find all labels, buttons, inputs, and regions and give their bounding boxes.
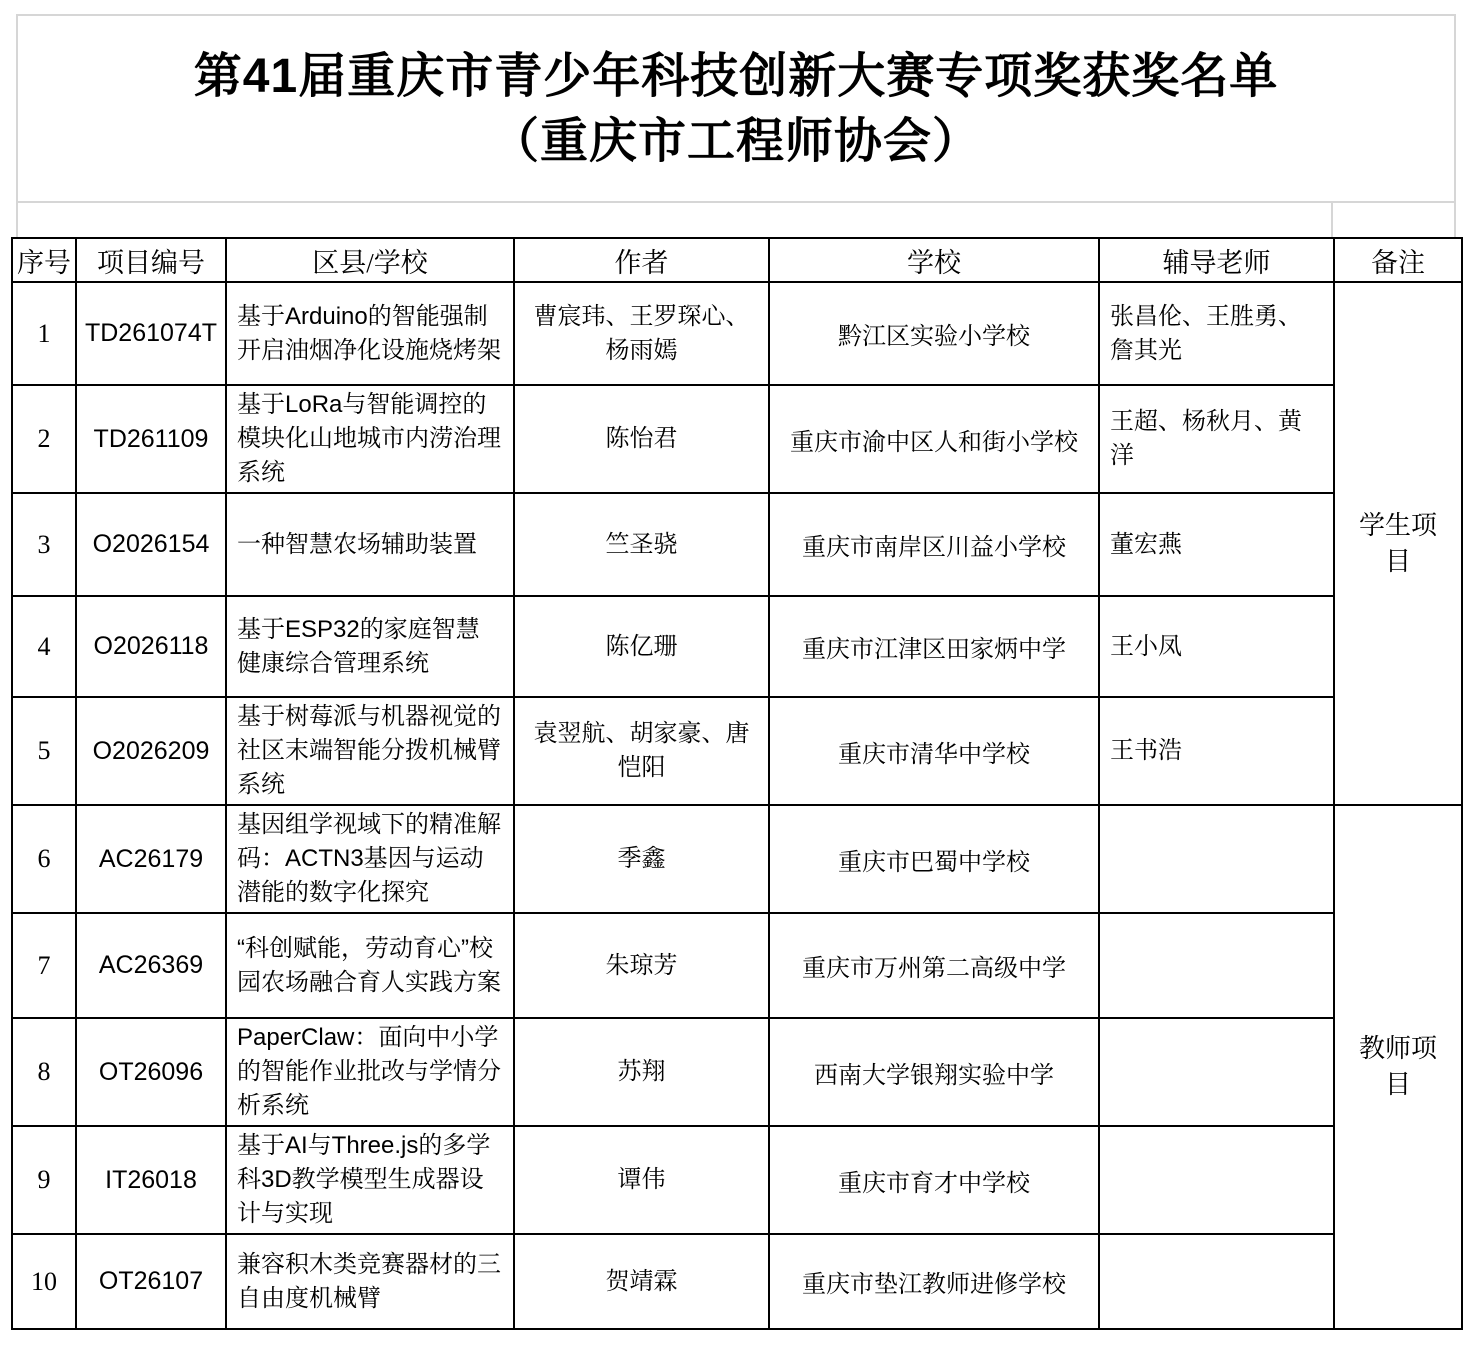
header-district: 区县/学校: [226, 238, 514, 282]
cell-authors: 贺靖霖: [514, 1234, 769, 1329]
cell-teachers: [1099, 1018, 1334, 1126]
cell-teachers: [1099, 1234, 1334, 1329]
cell-school: 重庆市垫江教师进修学校: [769, 1234, 1099, 1329]
cell-code: TD261109: [76, 385, 226, 493]
table-row: [12, 697, 1462, 805]
cell-code: OT26107: [76, 1234, 226, 1329]
cell-teachers: 王书浩: [1099, 697, 1334, 805]
cell-school: 黔江区实验小学校: [769, 282, 1099, 385]
cell-project: “科创赋能，劳动育心”校园农场融合育人实践方案: [226, 913, 514, 1018]
cell-project: 兼容积木类竞赛器材的三自由度机械臂: [226, 1234, 514, 1329]
table-row: [12, 596, 1462, 697]
cell-authors: 谭伟: [514, 1126, 769, 1234]
cell-code: IT26018: [76, 1126, 226, 1234]
cell-school: 重庆市江津区田家炳中学: [769, 596, 1099, 697]
cell-teachers: 王小凤: [1099, 596, 1334, 697]
page-title: [18, 16, 1454, 202]
cell-code: O2026118: [76, 596, 226, 697]
cell-teachers: [1099, 1126, 1334, 1234]
gridline-right: [1454, 14, 1456, 238]
cell-authors: 朱琼芳: [514, 913, 769, 1018]
gridline-remark-col: [1331, 201, 1333, 238]
table-row: [12, 385, 1462, 493]
cell-no: 2: [12, 385, 76, 493]
header-teachers: 辅导老师: [1099, 238, 1334, 282]
cell-remark-students: 学生项目: [1334, 282, 1462, 805]
cell-school: 重庆市巴蜀中学校: [769, 805, 1099, 913]
header-no: 序号: [12, 238, 76, 282]
cell-no: 1: [12, 282, 76, 385]
cell-code: TD261074T: [76, 282, 226, 385]
award-table: [11, 237, 1463, 1330]
cell-project: 一种智慧农场辅助装置: [226, 493, 514, 596]
table-row: [12, 282, 1462, 385]
cell-project: 基于树莓派与机器视觉的社区末端智能分拨机械臂系统: [226, 697, 514, 805]
cell-code: O2026154: [76, 493, 226, 596]
cell-no: 3: [12, 493, 76, 596]
page-title-line2: （重庆市工程师协会）: [490, 115, 981, 168]
cell-project: 基因组学视域下的精准解码：ACTN3基因与运动潜能的数字化探究: [226, 805, 514, 913]
table-row: [12, 913, 1462, 1018]
cell-project: 基于LoRa与智能调控的模块化山地城市内涝治理系统: [226, 385, 514, 493]
cell-no: 6: [12, 805, 76, 913]
cell-no: 8: [12, 1018, 76, 1126]
cell-authors: 袁翌航、胡家豪、唐恺阳: [514, 697, 769, 805]
cell-project: 基于Arduino的智能强制开启油烟净化设施烧烤架: [226, 282, 514, 385]
cell-teachers: [1099, 913, 1334, 1018]
cell-authors: 苏翔: [514, 1018, 769, 1126]
cell-school: 重庆市清华中学校: [769, 697, 1099, 805]
cell-teachers: 王超、杨秋月、黄洋: [1099, 385, 1334, 493]
cell-no: 4: [12, 596, 76, 697]
cell-project: 基于ESP32的家庭智慧健康综合管理系统: [226, 596, 514, 697]
header-school: 学校: [769, 238, 1099, 282]
cell-teachers: 董宏燕: [1099, 493, 1334, 596]
table-row: [12, 1018, 1462, 1126]
cell-school: 重庆市育才中学校: [769, 1126, 1099, 1234]
table-row: [12, 1126, 1462, 1234]
cell-remark-teachers: 教师项目: [1334, 805, 1462, 1329]
cell-no: 5: [12, 697, 76, 805]
cell-teachers: 张昌伦、王胜勇、詹其光: [1099, 282, 1334, 385]
cell-authors: 竺圣骁: [514, 493, 769, 596]
cell-project: PaperClaw：面向中小学的智能作业批改与学情分析系统: [226, 1018, 514, 1126]
page-title-line1: 第41届重庆市青少年科技创新大赛专项奖获奖名单: [193, 50, 1279, 103]
cell-teachers: [1099, 805, 1334, 913]
table-row: [12, 1234, 1462, 1329]
cell-school: 重庆市渝中区人和街小学校: [769, 385, 1099, 493]
cell-project: 基于AI与Three.js的多学科3D教学模型生成器设计与实现: [226, 1126, 514, 1234]
cell-code: O2026209: [76, 697, 226, 805]
cell-code: OT26096: [76, 1018, 226, 1126]
cell-authors: 陈亿珊: [514, 596, 769, 697]
header-code: 项目编号: [76, 238, 226, 282]
header-row: [12, 238, 1462, 282]
cell-code: AC26369: [76, 913, 226, 1018]
cell-authors: 曹宸玮、王罗琛心、杨雨嫣: [514, 282, 769, 385]
cell-code: AC26179: [76, 805, 226, 913]
table-row: [12, 493, 1462, 596]
cell-no: 10: [12, 1234, 76, 1329]
cell-no: 9: [12, 1126, 76, 1234]
cell-authors: 陈怡君: [514, 385, 769, 493]
header-remark: 备注: [1334, 238, 1462, 282]
cell-school: 重庆市南岸区川益小学校: [769, 493, 1099, 596]
cell-authors: 季鑫: [514, 805, 769, 913]
cell-school: 重庆市万州第二高级中学: [769, 913, 1099, 1018]
header-authors: 作者: [514, 238, 769, 282]
cell-school: 西南大学银翔实验中学: [769, 1018, 1099, 1126]
cell-no: 7: [12, 913, 76, 1018]
table-row: [12, 805, 1462, 913]
